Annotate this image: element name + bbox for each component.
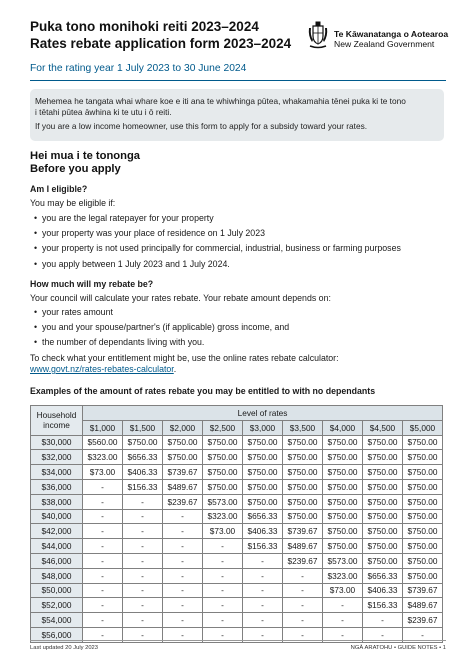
eligible-item: • your property was your place of residence on 1 July 2023 [34, 228, 265, 238]
level-of-rates-header: Level of rates [83, 406, 443, 421]
rebate-amount-cell: $750.00 [123, 435, 163, 450]
rebate-amount-cell: $750.00 [403, 553, 443, 568]
rebate-amount-cell: $750.00 [363, 435, 403, 450]
rebate-amount-cell: $573.00 [323, 553, 363, 568]
household-income-cell: $36,000 [31, 479, 83, 494]
rebate-amount-cell: $323.00 [203, 509, 243, 524]
rebate-amount-cell: - [163, 627, 203, 642]
rebate-amount-cell: - [163, 524, 203, 539]
rates-level-column-header: $2,500 [203, 420, 243, 435]
rebate-amount-cell: $750.00 [323, 494, 363, 509]
rebate-amount-cell: - [203, 613, 243, 628]
rebate-amount-cell: $323.00 [83, 450, 123, 465]
rebate-amount-cell: - [163, 553, 203, 568]
rebate-amount-cell: $750.00 [283, 479, 323, 494]
intro-box [30, 89, 444, 141]
rebate-amount-cell: $750.00 [203, 465, 243, 480]
section-heading-maori: Hei mua i te tononga [30, 150, 141, 162]
rebate-amount-cell: $750.00 [323, 509, 363, 524]
household-income-cell: $34,000 [31, 465, 83, 480]
rebate-amount-cell: $750.00 [283, 450, 323, 465]
rebate-amount-cell: $750.00 [323, 524, 363, 539]
rebate-amount-cell: - [123, 613, 163, 628]
rebate-amount-cell: - [243, 568, 283, 583]
table-row [31, 450, 443, 465]
rates-level-column-header: $5,000 [403, 420, 443, 435]
rebate-amount-cell: $73.00 [83, 465, 123, 480]
government-logo [307, 20, 457, 54]
calculator-note: To check what your entitlement might be, use the online rates rebate calculator: [30, 353, 339, 363]
rebate-amount-cell: - [283, 583, 323, 598]
household-income-cell: $48,000 [31, 568, 83, 583]
rebate-amount-cell: $750.00 [243, 465, 283, 480]
rebate-amount-cell: - [203, 568, 243, 583]
rebate-item: • the number of dependants living with you. [34, 337, 205, 347]
rebate-amount-cell: $750.00 [243, 435, 283, 450]
rebate-amount-cell: $739.67 [163, 465, 203, 480]
rebate-amount-cell: $156.33 [363, 598, 403, 613]
section-heading [30, 150, 140, 176]
rebate-amount-cell: - [243, 553, 283, 568]
rebate-amount-cell: - [83, 627, 123, 642]
rebate-amount-cell: $739.67 [283, 524, 323, 539]
household-income-cell: $44,000 [31, 539, 83, 554]
rebate-amount-cell: - [83, 524, 123, 539]
rebate-amount-cell: - [283, 627, 323, 642]
rebate-amount-cell: - [123, 553, 163, 568]
rebate-amount-cell: - [243, 583, 283, 598]
rebate-amount-cell: - [163, 598, 203, 613]
rebate-amount-cell: $750.00 [323, 465, 363, 480]
rebate-amount-cell: $73.00 [203, 524, 243, 539]
intro-english: If you are a low income homeowner, use this form to apply for a subsidy toward your rates. [35, 121, 368, 131]
table-row [31, 598, 443, 613]
rebate-amount-cell: - [123, 598, 163, 613]
rebate-amount-cell: - [203, 539, 243, 554]
table-caption: Examples of the amount of rates rebate you may be entitled to with no dependants [30, 386, 376, 396]
rates-level-column-header: $4,000 [323, 420, 363, 435]
rebate-amount-cell: $560.00 [83, 435, 123, 450]
rebate-amount-cell: - [123, 627, 163, 642]
eligible-heading: Am I eligible? [30, 184, 88, 194]
rebate-amount-cell: - [123, 494, 163, 509]
rebate-amount-cell: $323.00 [323, 568, 363, 583]
rates-level-column-header: $1,000 [83, 420, 123, 435]
rebate-amount-cell: - [323, 598, 363, 613]
table-row [31, 524, 443, 539]
rebate-amount-cell: $750.00 [403, 509, 443, 524]
footer-divider [30, 640, 446, 641]
household-income-cell: $52,000 [31, 598, 83, 613]
table-row [31, 435, 443, 450]
rebate-amount-cell: - [203, 553, 243, 568]
rebate-amount-cell: - [163, 583, 203, 598]
rating-year-subtitle: For the rating year 1 July 2023 to 30 June 2024 [30, 63, 247, 74]
rebate-amount-cell: $656.33 [123, 450, 163, 465]
household-income-cell: $30,000 [31, 435, 83, 450]
rebate-amount-cell: - [123, 509, 163, 524]
rebate-amount-cell: - [163, 509, 203, 524]
rebate-amount-cell: - [83, 613, 123, 628]
household-income-cell: $32,000 [31, 450, 83, 465]
govt-name-english: New Zealand Government [334, 39, 435, 49]
rebate-amount-cell: - [83, 479, 123, 494]
rebate-intro: Your council will calculate your rates rebate. Your rebate amount depends on: [30, 293, 331, 303]
rebate-amount-cell: $656.33 [363, 568, 403, 583]
rebate-amount-cell: $489.67 [163, 479, 203, 494]
calculator-link-line: www.govt.nz/rates-rebates-calculator. [30, 364, 177, 374]
eligible-item: • you are the legal ratepayer for your property [34, 213, 214, 223]
rebate-amount-cell: $750.00 [203, 435, 243, 450]
rebate-amount-cell: $239.67 [403, 613, 443, 628]
household-income-cell: $38,000 [31, 494, 83, 509]
rebate-amount-cell: - [363, 627, 403, 642]
rates-rebate-calculator-link[interactable]: www.govt.nz/rates-rebates-calculator [30, 364, 174, 374]
rebate-amount-cell: $750.00 [403, 450, 443, 465]
table-row [31, 568, 443, 583]
rebate-amount-cell: $73.00 [323, 583, 363, 598]
rebate-amount-cell: $750.00 [363, 479, 403, 494]
title-maori: Puka tono monihoki reiti 2023–2024 [30, 19, 259, 34]
rebate-amount-cell: $750.00 [403, 435, 443, 450]
rebate-amount-cell: $489.67 [403, 598, 443, 613]
rates-level-column-header: $4,500 [363, 420, 403, 435]
rebate-amount-cell: $750.00 [363, 524, 403, 539]
rebate-amount-cell: $750.00 [363, 494, 403, 509]
rebate-item: • you and your spouse/partner's (if applicable) gross income, and [34, 322, 290, 332]
table-row [31, 494, 443, 509]
rebate-amount-cell: $750.00 [363, 539, 403, 554]
rates-level-column-header: $3,500 [283, 420, 323, 435]
page-footer-label: NGĀ ARATOHU • GUIDE NOTES • 1 [350, 645, 446, 651]
rebate-amount-cell: $750.00 [323, 539, 363, 554]
household-income-cell: $50,000 [31, 583, 83, 598]
rebate-amount-cell: - [83, 598, 123, 613]
rebate-amount-cell: $239.67 [163, 494, 203, 509]
rebate-amount-cell: $406.33 [243, 524, 283, 539]
rebate-amount-cell: $406.33 [363, 583, 403, 598]
rebate-amount-cell: - [83, 509, 123, 524]
rebate-amount-cell: $750.00 [283, 435, 323, 450]
govt-name-maori: Te Kāwanatanga o Aotearoa [334, 29, 449, 39]
rebate-amount-cell: $750.00 [243, 494, 283, 509]
rebate-amount-cell: - [243, 627, 283, 642]
rebate-amount-cell: $750.00 [363, 465, 403, 480]
rebate-amount-cell: $750.00 [163, 435, 203, 450]
rebate-amount-cell: $750.00 [203, 450, 243, 465]
household-income-cell: $40,000 [31, 509, 83, 524]
rebate-amount-cell: $750.00 [403, 539, 443, 554]
eligible-item: • you apply between 1 July 2023 and 1 July 2024. [34, 259, 230, 269]
rebate-amount-cell: $750.00 [243, 450, 283, 465]
document-title [30, 18, 291, 52]
rebate-amount-cell: - [283, 598, 323, 613]
household-income-cell: $42,000 [31, 524, 83, 539]
intro-maori-line-1: Mehemea he tangata whai whare koe e iti ana te whiwhinga pūtea, whakamahia tēnei puka ki te tono [35, 96, 406, 106]
eligible-intro: You may be eligible if: [30, 198, 116, 208]
rates-level-column-header: $1,500 [123, 420, 163, 435]
rebate-amount-cell: $750.00 [363, 509, 403, 524]
household-income-header: Household income [31, 406, 83, 436]
last-updated: Last updated 20 July 2023 [30, 645, 99, 651]
rates-level-column-header: $3,000 [243, 420, 283, 435]
rebate-amount-cell: $750.00 [283, 465, 323, 480]
rebate-table [30, 405, 443, 643]
rebate-amount-cell: $156.33 [123, 479, 163, 494]
rebate-amount-cell: - [83, 553, 123, 568]
rebate-item: • your rates amount [34, 307, 113, 317]
rebate-amount-cell: $156.33 [243, 539, 283, 554]
rebate-amount-cell: $750.00 [243, 479, 283, 494]
rebate-amount-cell: - [203, 627, 243, 642]
rebate-amount-cell: - [323, 613, 363, 628]
rebate-amount-cell: $750.00 [283, 494, 323, 509]
rebate-amount-cell: $239.67 [283, 553, 323, 568]
table-row [31, 583, 443, 598]
rebate-amount-cell: $750.00 [363, 450, 403, 465]
rebate-amount-cell: - [123, 583, 163, 598]
rebate-amount-cell: $750.00 [363, 553, 403, 568]
rebate-amount-cell: $573.00 [203, 494, 243, 509]
household-income-cell: $56,000 [31, 627, 83, 642]
rebate-amount-cell: $750.00 [403, 494, 443, 509]
rebate-amount-cell: - [283, 613, 323, 628]
table-row [31, 539, 443, 554]
rebate-amount-cell: $750.00 [403, 524, 443, 539]
rebate-amount-cell: - [123, 539, 163, 554]
rebate-amount-cell: - [363, 613, 403, 628]
table-row [31, 479, 443, 494]
household-income-cell: $46,000 [31, 553, 83, 568]
household-income-cell: $54,000 [31, 613, 83, 628]
rebate-amount-cell: - [403, 627, 443, 642]
rebate-amount-cell: $750.00 [323, 479, 363, 494]
rebate-amount-cell: - [83, 583, 123, 598]
rebate-amount-cell: $750.00 [403, 465, 443, 480]
rebate-amount-cell: $750.00 [323, 435, 363, 450]
table-row [31, 553, 443, 568]
rebate-amount-cell: - [163, 539, 203, 554]
rebate-amount-cell: $750.00 [203, 479, 243, 494]
rebate-amount-cell: $750.00 [163, 450, 203, 465]
rebate-amount-cell: $489.67 [283, 539, 323, 554]
rebate-amount-cell: - [83, 494, 123, 509]
title-english: Rates rebate application form 2023–2024 [30, 36, 292, 51]
rebate-amount-cell: - [203, 583, 243, 598]
intro-maori-line-2: i tētahi pūtea āwhina ki te utu i ō reiti. [35, 107, 172, 117]
nz-coat-of-arms-icon [307, 20, 329, 50]
section-heading-english: Before you apply [30, 163, 121, 175]
rebate-amount-cell: $750.00 [323, 450, 363, 465]
rebate-amount-cell: - [243, 598, 283, 613]
rebate-amount-cell: - [283, 568, 323, 583]
rebate-amount-cell: $656.33 [243, 509, 283, 524]
header-divider [30, 80, 446, 81]
rates-level-column-header: $2,000 [163, 420, 203, 435]
rebate-amount-cell: - [203, 598, 243, 613]
rebate-amount-cell: $750.00 [403, 479, 443, 494]
rebate-amount-cell: $739.67 [403, 583, 443, 598]
rebate-amount-cell: - [123, 524, 163, 539]
rebate-amount-cell: - [163, 613, 203, 628]
rebate-amount-cell: - [243, 613, 283, 628]
rebate-amount-cell: $750.00 [403, 568, 443, 583]
table-row [31, 509, 443, 524]
rebate-amount-cell: $750.00 [283, 509, 323, 524]
rebate-amount-cell: - [323, 627, 363, 642]
eligible-item: • your property is not used principally for commercial, industrial, business or farming purposes [34, 243, 401, 253]
table-row [31, 613, 443, 628]
rebate-amount-cell: $406.33 [123, 465, 163, 480]
rebate-amount-cell: - [83, 568, 123, 583]
rebate-heading: How much will my rebate be? [30, 279, 154, 289]
rebate-amount-cell: - [83, 539, 123, 554]
rebate-amount-cell: - [123, 568, 163, 583]
table-row [31, 465, 443, 480]
rebate-amount-cell: - [163, 568, 203, 583]
